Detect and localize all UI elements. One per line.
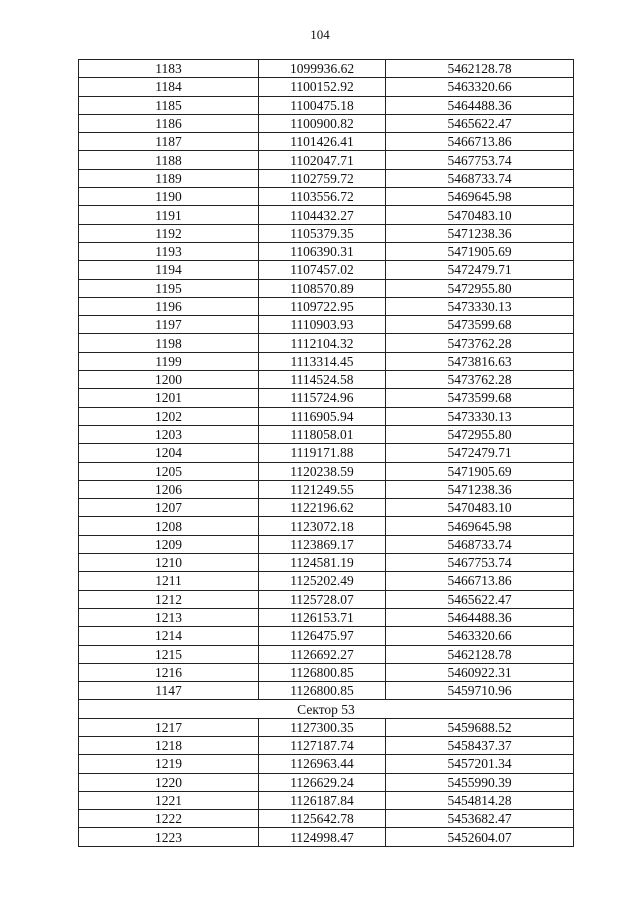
point-number-cell: 1216 — [79, 663, 259, 681]
point-number-cell: 1222 — [79, 810, 259, 828]
y-coordinate-cell: 5469645.98 — [386, 517, 574, 535]
point-number-cell: 1221 — [79, 791, 259, 809]
x-coordinate-cell: 1109722.95 — [259, 297, 386, 315]
x-coordinate-cell: 1114524.58 — [259, 371, 386, 389]
x-coordinate-cell: 1124998.47 — [259, 828, 386, 846]
y-coordinate-cell: 5470483.10 — [386, 499, 574, 517]
x-coordinate-cell: 1122196.62 — [259, 499, 386, 517]
point-number-cell: 1201 — [79, 389, 259, 407]
x-coordinate-cell: 1116905.94 — [259, 407, 386, 425]
point-number-cell: 1191 — [79, 206, 259, 224]
table-row — [79, 517, 574, 535]
table-row — [79, 242, 574, 260]
x-coordinate-cell: 1126800.85 — [259, 682, 386, 700]
table-row — [79, 334, 574, 352]
point-number-cell: 1212 — [79, 590, 259, 608]
table-row — [79, 352, 574, 370]
point-number-cell: 1147 — [79, 682, 259, 700]
coordinates-table — [78, 59, 574, 847]
point-number-cell: 1184 — [79, 78, 259, 96]
y-coordinate-cell: 5468733.74 — [386, 535, 574, 553]
y-coordinate-cell: 5462128.78 — [386, 645, 574, 663]
y-coordinate-cell: 5454814.28 — [386, 791, 574, 809]
table-row — [79, 462, 574, 480]
y-coordinate-cell: 5466713.86 — [386, 133, 574, 151]
y-coordinate-cell: 5471238.36 — [386, 480, 574, 498]
y-coordinate-cell: 5465622.47 — [386, 590, 574, 608]
y-coordinate-cell: 5471905.69 — [386, 242, 574, 260]
y-coordinate-cell: 5453682.47 — [386, 810, 574, 828]
point-number-cell: 1207 — [79, 499, 259, 517]
table-row — [79, 718, 574, 736]
point-number-cell: 1189 — [79, 169, 259, 187]
y-coordinate-cell: 5468733.74 — [386, 169, 574, 187]
table-row — [79, 425, 574, 443]
x-coordinate-cell: 1108570.89 — [259, 279, 386, 297]
y-coordinate-cell: 5472955.80 — [386, 279, 574, 297]
table-row — [79, 114, 574, 132]
point-number-cell: 1219 — [79, 755, 259, 773]
point-number-cell: 1185 — [79, 96, 259, 114]
x-coordinate-cell: 1126692.27 — [259, 645, 386, 663]
x-coordinate-cell: 1105379.35 — [259, 224, 386, 242]
x-coordinate-cell: 1127187.74 — [259, 736, 386, 754]
x-coordinate-cell: 1104432.27 — [259, 206, 386, 224]
x-coordinate-cell: 1127300.35 — [259, 718, 386, 736]
y-coordinate-cell: 5464488.36 — [386, 96, 574, 114]
point-number-cell: 1196 — [79, 297, 259, 315]
point-number-cell: 1218 — [79, 736, 259, 754]
x-coordinate-cell: 1123072.18 — [259, 517, 386, 535]
point-number-cell: 1186 — [79, 114, 259, 132]
y-coordinate-cell: 5472479.71 — [386, 444, 574, 462]
table-row — [79, 78, 574, 96]
point-number-cell: 1200 — [79, 371, 259, 389]
y-coordinate-cell: 5465622.47 — [386, 114, 574, 132]
x-coordinate-cell: 1100152.92 — [259, 78, 386, 96]
table-row — [79, 810, 574, 828]
x-coordinate-cell: 1126475.97 — [259, 627, 386, 645]
table-row — [79, 206, 574, 224]
table-row — [79, 755, 574, 773]
y-coordinate-cell: 5463320.66 — [386, 627, 574, 645]
table-row — [79, 554, 574, 572]
table-row — [79, 224, 574, 242]
point-number-cell: 1205 — [79, 462, 259, 480]
point-number-cell: 1211 — [79, 572, 259, 590]
y-coordinate-cell: 5469645.98 — [386, 188, 574, 206]
table-row — [79, 645, 574, 663]
table-row — [79, 133, 574, 151]
point-number-cell: 1193 — [79, 242, 259, 260]
y-coordinate-cell: 5473762.28 — [386, 334, 574, 352]
x-coordinate-cell: 1125642.78 — [259, 810, 386, 828]
table-row — [79, 389, 574, 407]
x-coordinate-cell: 1125728.07 — [259, 590, 386, 608]
y-coordinate-cell: 5467753.74 — [386, 554, 574, 572]
table-row — [79, 663, 574, 681]
y-coordinate-cell: 5464488.36 — [386, 608, 574, 626]
point-number-cell: 1197 — [79, 316, 259, 334]
table-row — [79, 736, 574, 754]
table-row — [79, 316, 574, 334]
x-coordinate-cell: 1100900.82 — [259, 114, 386, 132]
x-coordinate-cell: 1126963.44 — [259, 755, 386, 773]
x-coordinate-cell: 1121249.55 — [259, 480, 386, 498]
y-coordinate-cell: 5473762.28 — [386, 371, 574, 389]
table-row — [79, 297, 574, 315]
point-number-cell: 1202 — [79, 407, 259, 425]
x-coordinate-cell: 1124581.19 — [259, 554, 386, 572]
y-coordinate-cell: 5472955.80 — [386, 425, 574, 443]
point-number-cell: 1214 — [79, 627, 259, 645]
y-coordinate-cell: 5458437.37 — [386, 736, 574, 754]
y-coordinate-cell: 5455990.39 — [386, 773, 574, 791]
table-row — [79, 371, 574, 389]
point-number-cell: 1190 — [79, 188, 259, 206]
table-row — [79, 279, 574, 297]
y-coordinate-cell: 5462128.78 — [386, 60, 574, 78]
y-coordinate-cell: 5471238.36 — [386, 224, 574, 242]
y-coordinate-cell: 5473816.63 — [386, 352, 574, 370]
point-number-cell: 1194 — [79, 261, 259, 279]
x-coordinate-cell: 1125202.49 — [259, 572, 386, 590]
y-coordinate-cell: 5466713.86 — [386, 572, 574, 590]
table-row — [79, 608, 574, 626]
sector-label: Сектор 53 — [79, 700, 574, 718]
x-coordinate-cell: 1101426.41 — [259, 133, 386, 151]
table-row — [79, 572, 574, 590]
x-coordinate-cell: 1126629.24 — [259, 773, 386, 791]
x-coordinate-cell: 1123869.17 — [259, 535, 386, 553]
x-coordinate-cell: 1112104.32 — [259, 334, 386, 352]
x-coordinate-cell: 1115724.96 — [259, 389, 386, 407]
point-number-cell: 1217 — [79, 718, 259, 736]
table-row — [79, 188, 574, 206]
page-number: 104 — [310, 27, 330, 42]
y-coordinate-cell: 5467753.74 — [386, 151, 574, 169]
point-number-cell: 1220 — [79, 773, 259, 791]
sector-header-row — [79, 700, 574, 718]
point-number-cell: 1208 — [79, 517, 259, 535]
x-coordinate-cell: 1110903.93 — [259, 316, 386, 334]
y-coordinate-cell: 5473599.68 — [386, 316, 574, 334]
point-number-cell: 1204 — [79, 444, 259, 462]
point-number-cell: 1223 — [79, 828, 259, 846]
x-coordinate-cell: 1113314.45 — [259, 352, 386, 370]
table-row — [79, 60, 574, 78]
table-row — [79, 627, 574, 645]
table-row — [79, 535, 574, 553]
x-coordinate-cell: 1106390.31 — [259, 242, 386, 260]
table-row — [79, 261, 574, 279]
x-coordinate-cell: 1102759.72 — [259, 169, 386, 187]
x-coordinate-cell: 1100475.18 — [259, 96, 386, 114]
x-coordinate-cell: 1126187.84 — [259, 791, 386, 809]
point-number-cell: 1187 — [79, 133, 259, 151]
coordinates-table-body — [79, 60, 574, 847]
point-number-cell: 1209 — [79, 535, 259, 553]
y-coordinate-cell: 5473330.13 — [386, 297, 574, 315]
table-row — [79, 499, 574, 517]
point-number-cell: 1215 — [79, 645, 259, 663]
y-coordinate-cell: 5459688.52 — [386, 718, 574, 736]
y-coordinate-cell: 5471905.69 — [386, 462, 574, 480]
y-coordinate-cell: 5463320.66 — [386, 78, 574, 96]
table-row — [79, 773, 574, 791]
point-number-cell: 1198 — [79, 334, 259, 352]
table-row — [79, 791, 574, 809]
y-coordinate-cell: 5460922.31 — [386, 663, 574, 681]
x-coordinate-cell: 1099936.62 — [259, 60, 386, 78]
table-row — [79, 151, 574, 169]
point-number-cell: 1183 — [79, 60, 259, 78]
table-row — [79, 682, 574, 700]
point-number-cell: 1195 — [79, 279, 259, 297]
point-number-cell: 1206 — [79, 480, 259, 498]
x-coordinate-cell: 1103556.72 — [259, 188, 386, 206]
x-coordinate-cell: 1126800.85 — [259, 663, 386, 681]
point-number-cell: 1203 — [79, 425, 259, 443]
y-coordinate-cell: 5472479.71 — [386, 261, 574, 279]
y-coordinate-cell: 5470483.10 — [386, 206, 574, 224]
point-number-cell: 1192 — [79, 224, 259, 242]
point-number-cell: 1210 — [79, 554, 259, 572]
table-row — [79, 590, 574, 608]
table-row — [79, 828, 574, 846]
x-coordinate-cell: 1102047.71 — [259, 151, 386, 169]
point-number-cell: 1188 — [79, 151, 259, 169]
y-coordinate-cell: 5473599.68 — [386, 389, 574, 407]
x-coordinate-cell: 1107457.02 — [259, 261, 386, 279]
table-row — [79, 480, 574, 498]
y-coordinate-cell: 5473330.13 — [386, 407, 574, 425]
table-row — [79, 444, 574, 462]
x-coordinate-cell: 1119171.88 — [259, 444, 386, 462]
x-coordinate-cell: 1126153.71 — [259, 608, 386, 626]
x-coordinate-cell: 1120238.59 — [259, 462, 386, 480]
y-coordinate-cell: 5457201.34 — [386, 755, 574, 773]
table-row — [79, 96, 574, 114]
table-row — [79, 169, 574, 187]
point-number-cell: 1199 — [79, 352, 259, 370]
table-row — [79, 407, 574, 425]
y-coordinate-cell: 5452604.07 — [386, 828, 574, 846]
y-coordinate-cell: 5459710.96 — [386, 682, 574, 700]
point-number-cell: 1213 — [79, 608, 259, 626]
x-coordinate-cell: 1118058.01 — [259, 425, 386, 443]
